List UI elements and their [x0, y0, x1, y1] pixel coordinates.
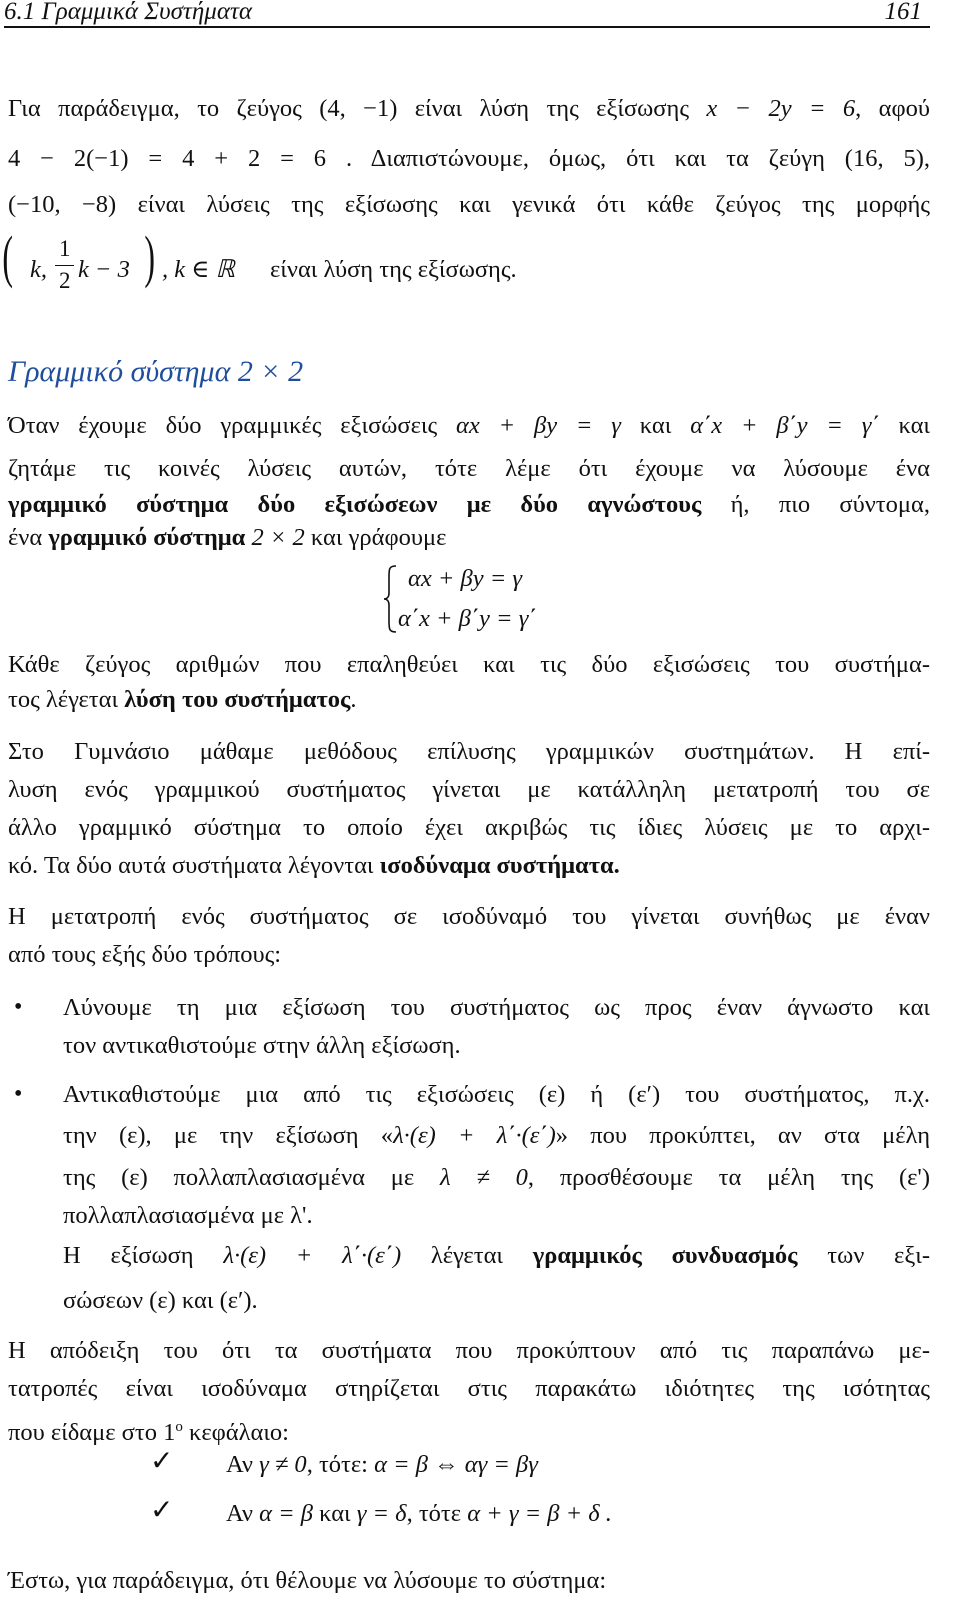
p5-line-3: που είδαμε στο $1^o$ κεφάλαιο: — [8, 1419, 289, 1447]
system-equation-2: α΄x + β΄y = γ΄ — [398, 605, 537, 632]
p2-line-1: Κάθε ζεύγος αριθμών που επαληθεύει και τις δύο εξισώσεις του συστήμα- — [8, 651, 930, 678]
p1-line-4: ένα γραμμικό σύστημα 2 × 2 και γράφουμε — [8, 524, 447, 551]
p4-line-1: Η μετατροπή ενός συστήματος σε ισοδύναμό του γίνεται συνήθως με έναν — [8, 903, 930, 930]
intro-line-1: Για παράδειγμα, το ζεύγος (4, −1) είναι λύση της εξίσωσης x − 2y = 6, αφού — [8, 95, 931, 122]
p1-line-2: ζητάμε τις κοινές λύσεις αυτών, τότε λέμε ότι έχουμε να λύσουμε ένα — [8, 455, 930, 482]
fraction-denominator: 2 — [59, 268, 71, 293]
p3-line-2: λυση ενός γραμμικού συστήματος γίνεται με κατάλληλη μετατροπή του σε — [8, 776, 930, 803]
p2-line-2: τος λέγεται λύση του συστήματος. — [8, 686, 357, 713]
intro-line-2: 4 − 2(−1) = 4 + 2 = 6 . Διαπιστώνουμε, όμως, ότι και τα ζεύγη (16, 5), — [8, 145, 931, 172]
check-icon: ✓ — [150, 1495, 174, 1526]
final-line: Έστω, για παράδειγμα, ότι θέλουμε να λύσουμε το σύστημα: — [8, 1567, 607, 1594]
fraction-bar — [55, 265, 74, 266]
bullet-2-line-3: της (ε) πολλαπλασιασμένα με λ ≠ 0, προσθέσουμε τα μέλη της (ε') — [63, 1164, 930, 1191]
p3-line-3: άλλο γραμμικό σύστημα το οποίο έχει ακριβώς τις ίδιες λύσεις με το αρχι- — [8, 814, 930, 841]
p4-line-2: από τους εξής δύο τρόπους: — [8, 941, 282, 968]
bullet-1: • — [14, 994, 23, 1020]
check-icon: ✓ — [150, 1446, 174, 1477]
p3-line-1: Στο Γυμνάσιο μάθαμε μεθόδους επίλυσης γραμμικών συστημάτων. Η επί- — [8, 738, 930, 765]
check-1-line: Αν γ ≠ 0, τότε: α = β ⇔ αγ = βγ — [226, 1451, 538, 1478]
bullet-2-line-4: πολλαπλασιασμένα με λ'. — [63, 1202, 313, 1229]
running-header — [4, 0, 930, 28]
bullet-1-line-1: Λύνουμε τη μια εξίσωση του συστήματος ως προς έναν άγνωστο και — [63, 994, 930, 1021]
p1-line-3: γραμμικό σύστημα δύο εξισώσεων με δύο αγνώστους ή, πιο σύντομα, — [8, 491, 930, 518]
fraction-numerator: 1 — [59, 236, 71, 261]
section-heading: Γραμμικό σύστημα 2 × 2 — [8, 355, 304, 388]
p5-line-2: τατροπές είναι ισοδύναμα στηρίζεται στις παρακάτω ιδιότητες της ισότητας — [8, 1375, 930, 1402]
pair-4-minus1: (4, −1) — [319, 95, 398, 122]
header-section-title: 6.1 Γραμμικά Συστήματα — [4, 0, 253, 25]
bullet-2: • — [14, 1081, 23, 1107]
bullet-2-line-2: την (ε), με την εξίσωση «λ·(ε) + λ΄·(ε΄)» που προκύπτει, αν στα μέλη — [63, 1122, 931, 1149]
textbook-page: 6.1 Γραμμικά Συστήματα 161 Για παράδειγμα, το ζεύγος (4, −1) είναι λύση της εξίσωσης x − 2y = 6, αφού 4 − 2(−1) = 4 + 2 = 6 . Διαπιστώνουμε, όμως, ότι και τα ζεύγη (16, 5), (−10, −8) είναι λύσεις της εξίσωσης και γενικά ότι κάθε ζεύγος της μορφής ( k, 1 2 k − 3 ) , k ∈ ℝ είναι λύση της εξίσωσης. Γραμμικό σύστημα 2 × 2 Όταν έχουμε δύο γραμμικές εξισώσεις αx + βy = γ και α΄x + β΄y = γ΄ και ζητάμε τις κοινές λύσεις αυτών, τότε λέμε ότι έχουμε να λύσουμε ένα γραμμικό σύστημα δύο εξισώσεων με δύο αγνώστους ή, πιο σύντομα, ένα γραμμικό σύστημα 2 × 2 και γράφουμε αx + βy = γ α΄x + β΄y = γ΄ Κάθε ζεύγος αριθμών που επαληθεύει και τις δύο εξισώσεις του συστήμα- τος λέγεται λύση του συστήματος. Στο Γυμνάσιο μάθαμε μεθόδους επίλυσης γραμμικών συστημάτων. Η επί- λυση ενός γραμμικού συστήματος γίνεται με κατάλληλη μετατροπή του σε άλλο γραμμικό σύστημα το οποίο έχει ακριβώς τις ίδιες λύσεις με το αρχι- κό. Τα δύο αυτά συστήματα λέγονται ισοδύναμα συστήματα. Η μετατροπή ενός συστήματος σε ισοδύναμό του γίνεται συνήθως με έναν από τους εξής δύο τρόπους: • Λύνουμε τη μια εξίσωση του συστήματος ως προς έναν άγνωστο και τον αντικαθιστούμε στην άλλη εξίσωση. • Αντικαθιστούμε μια από τις εξισώσεις (ε) ή (ε′) του συστήματος, π.χ. την (ε), με την εξίσωση «λ·(ε) + λ΄·(ε΄)» που προκύπτει, αν στα μέλη της (ε) πολλαπλασιασμένα με λ ≠ 0, προσθέσουμε τα μέλη της (ε') πολλαπλασιασμένα με λ'. Η εξίσωση λ·(ε) + λ΄·(ε΄) λέγεται γραμμικός συνδυασμός των εξι- σώσεων (ε) και (ε′). Η απόδειξη του ότι τα συστήματα που προκύπτουν από τις παραπάνω με- τατροπές είναι ισοδύναμα στηρίζεται στις παρακάτω ιδιότητες της ισότητας που είδαμε στο $1^o$ κεφάλαιο: ✓ Αν γ ≠ 0, τότε: α = β ⇔ αγ = βγ ✓ Αν α = β και γ = δ, τότε α + γ = β + δ . Έστω, για παράδειγμα, ότι θέλουμε να λύσουμε το σύστημα: — [2, 0, 931, 1594]
bullet-2-line-6: σώσεων (ε) και (ε′). — [63, 1287, 258, 1314]
bullet-1-line-2: τον αντικαθιστούμε στην άλλη εξίσωση. — [63, 1032, 461, 1059]
p5-line-1: Η απόδειξη του ότι τα συστήματα που προκύπτουν από τις παραπάνω με- — [8, 1337, 930, 1364]
system-brace — [383, 565, 397, 633]
intro-line-3: (−10, −8) είναι λύσεις της εξίσωσης και γενικά ότι κάθε ζεύγος της μορφής — [8, 191, 930, 218]
p3-line-4: κό. Τα δύο αυτά συστήματα λέγονται ισοδύναμα συστήματα. — [8, 852, 620, 879]
equation-x-2y: x − 2y = 6 — [706, 95, 856, 122]
bullet-2-line-5: Η εξίσωση λ·(ε) + λ΄·(ε΄) λέγεται γραμμικός συνδυασμός των εξι- — [63, 1242, 931, 1269]
system-equation-1: αx + βy = γ — [408, 565, 523, 592]
check-2-line: Αν α = β και γ = δ, τότε α + γ = β + δ . — [226, 1500, 612, 1527]
bullet-2-line-1: Αντικαθιστούμε μια από τις εξισώσεις (ε) ή (ε′) του συστήματος, π.χ. — [63, 1081, 930, 1108]
p1-line-1: Όταν έχουμε δύο γραμμικές εξισώσεις αx + βy = γ και α΄x + β΄y = γ΄ και — [8, 412, 930, 439]
header-page-number: 161 — [884, 0, 922, 25]
